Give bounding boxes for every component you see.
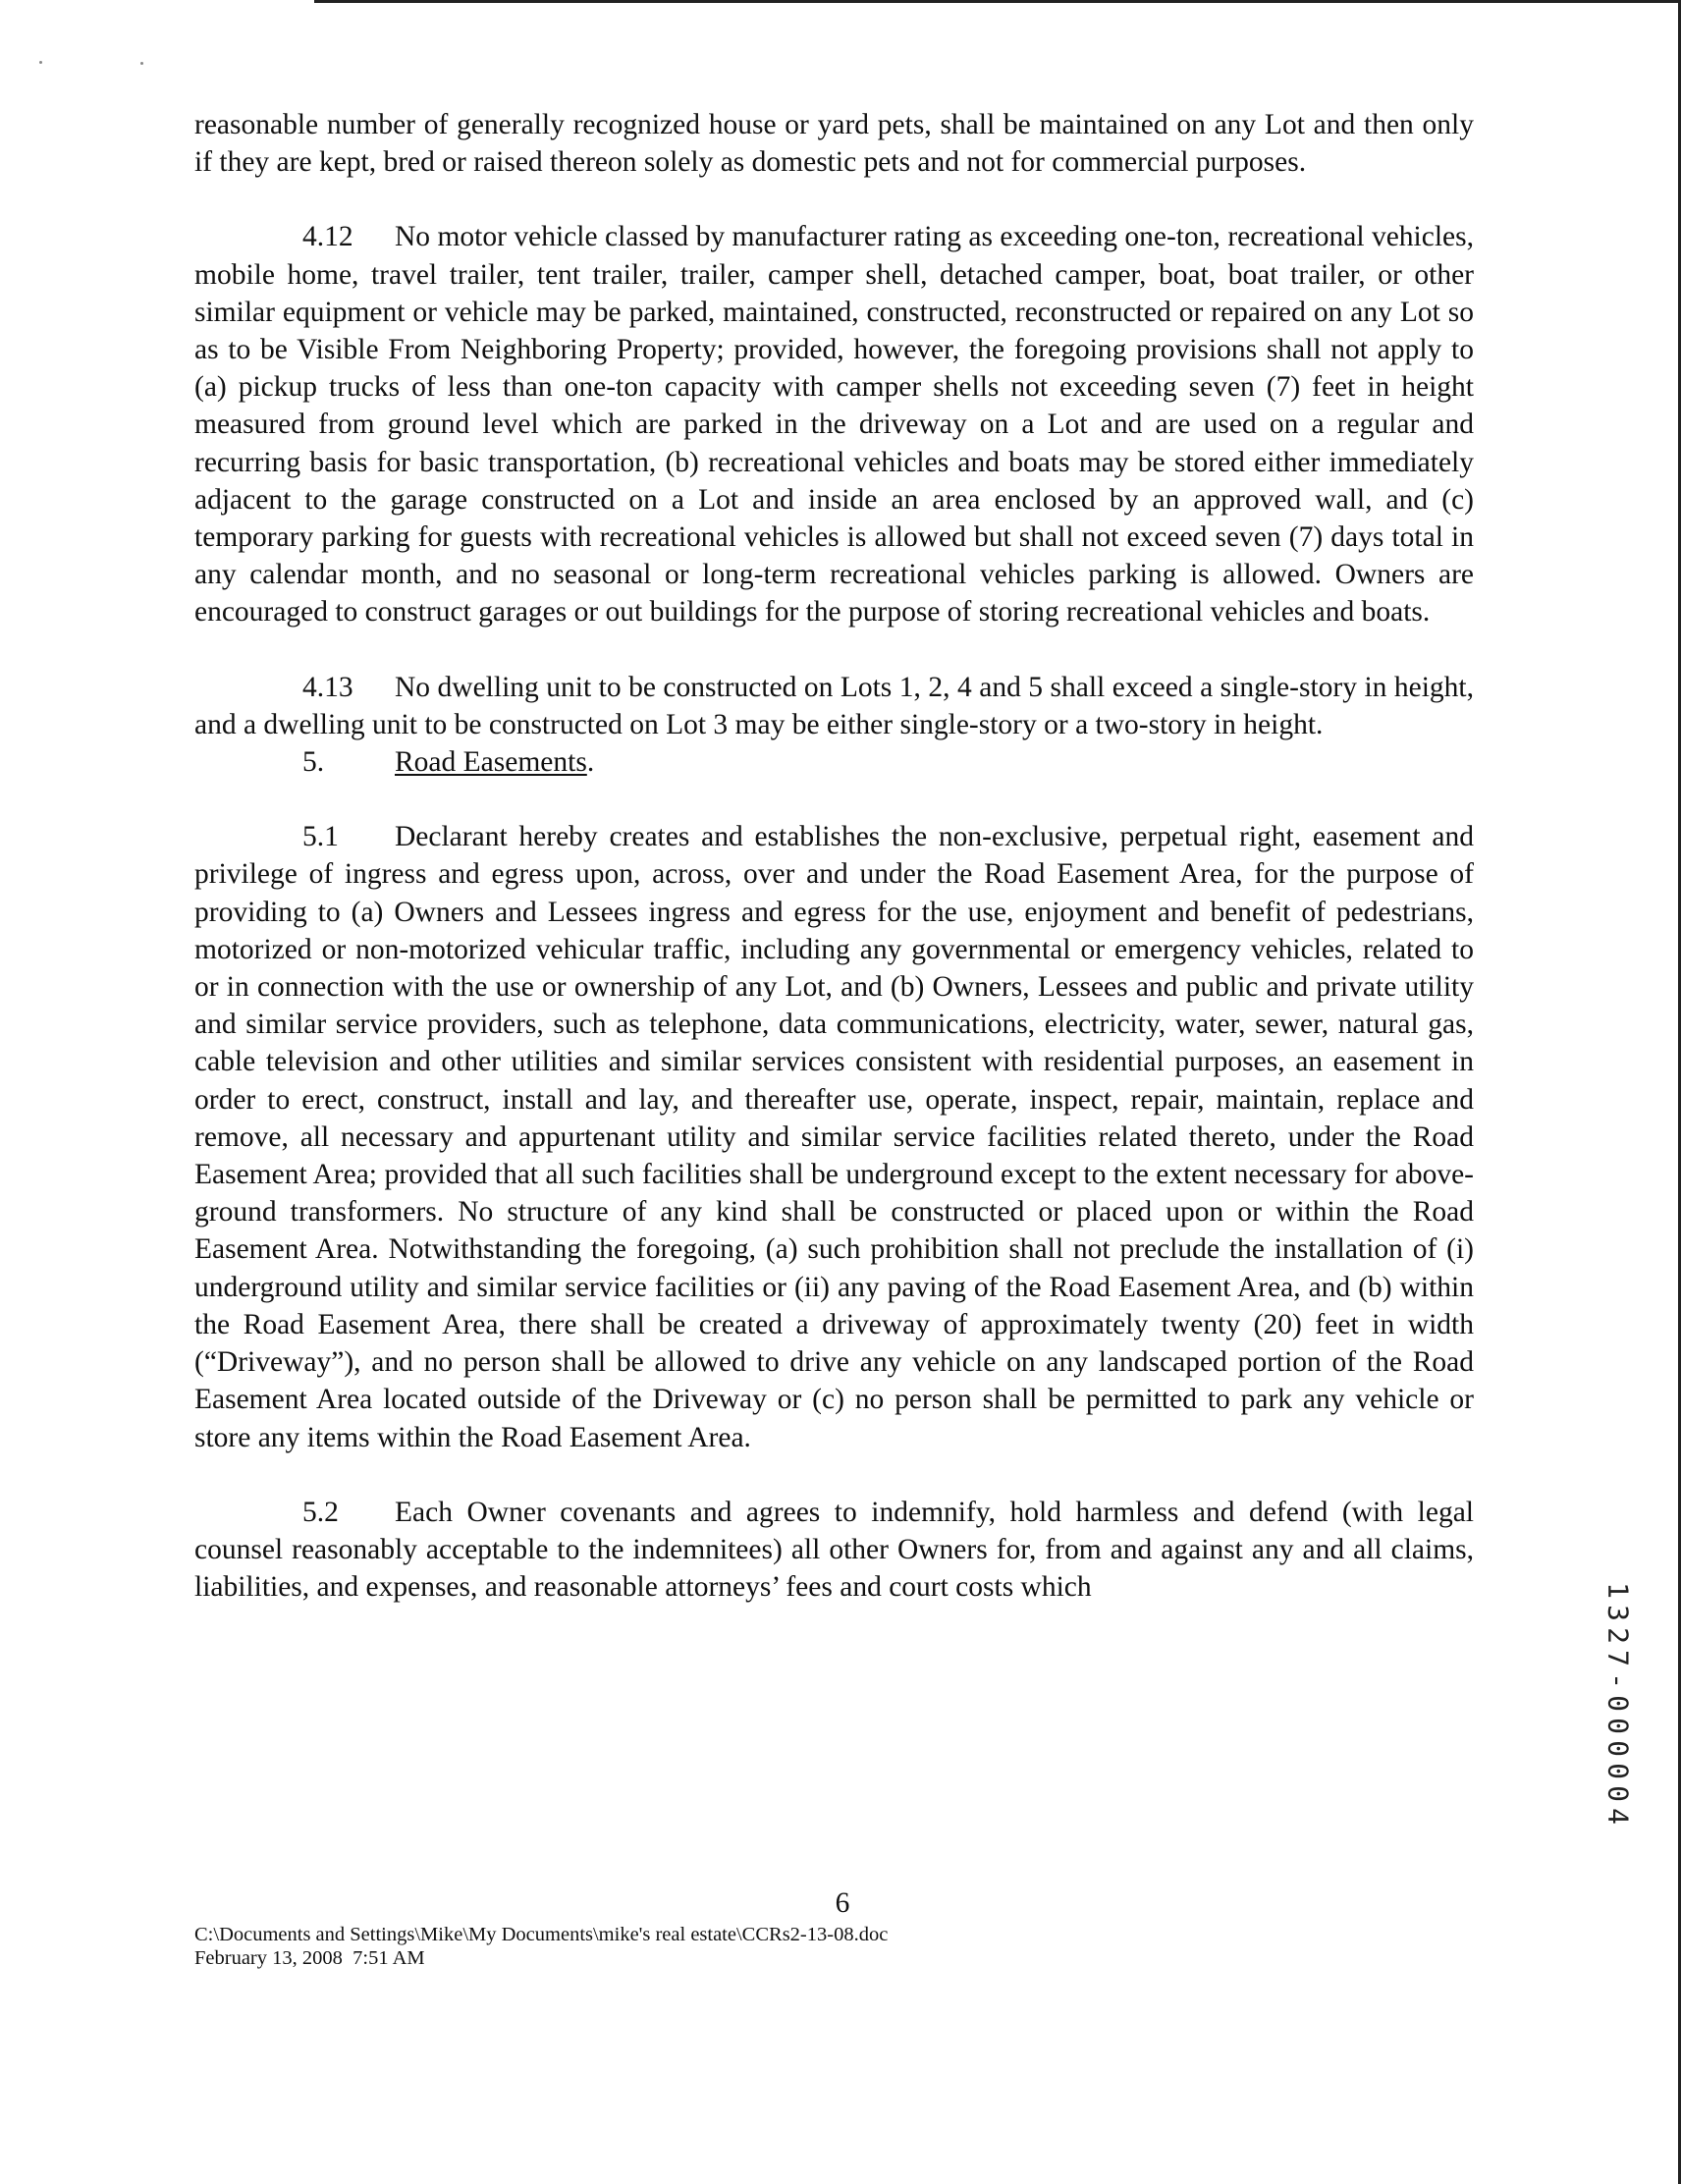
section-title-period: .: [586, 746, 595, 779]
paragraph-text: Each Owner covenants and agrees to indemnify, hold harmless and defend (with legal counsel reasonably acceptable to the indemnitees) all other Owners for, from and against any and all claims, liabilities, and expenses, and reasonable attorneys’ fees and court costs which: [194, 1496, 1474, 1604]
stamp-char: 0: [1601, 1763, 1635, 1779]
section-number: 5.2: [302, 1496, 339, 1528]
stamp-char: 0: [1601, 1785, 1635, 1802]
stamp-char: 4: [1601, 1808, 1635, 1825]
section-title: Road Easements: [395, 746, 587, 779]
stamp-char: 3: [1601, 1605, 1635, 1621]
paragraph-4-11-continued: reasonable number of generally recognized house or yard pets, shall be maintained on any Lot and then only if they are kept, bred or raised thereon solely as domestic pets and not for commercial purposes.: [194, 109, 1474, 179]
paragraph-4-13: [194, 669, 1474, 743]
document-footer: [194, 1923, 888, 1970]
section-heading-5: [194, 743, 1474, 781]
section-number: 5.1: [302, 821, 339, 853]
section-number: 4.12: [302, 221, 353, 253]
paragraph-text: Declarant hereby creates and establishes the non-exclusive, perpetual right, easement and privilege of ingress and egress upon, across, over and under the Road Easement Area, for the purpose of providing to (a) Owners and Lessees ingress and egress for the use, enjoyment and benefit of pedestrians, motorized or non-motorized vehicular traffic, including any governmental or emergency vehicles, related to or in connection with the use or ownership of any Lot, and (b) Owners, Lessees and public and private utility and similar service providers, such as telephone, data communications, electricity, water, sewer, natural gas, cable television and other utilities and similar services consistent with residential purposes, an easement in order to erect, construct, install and lay, and thereafter use, operate, inspect, repair, maintain, replace and remove, all necessary and appurtenant utility and similar service facilities related thereto, under the Road Easement Area; provided that all such facilities shall be underground except to the extent necessary for above-ground transformers. No structure of any kind shall be constructed or placed upon or within the Road Easement Area. Notwithstanding the foregoing, (a) such prohibition shall not preclude the installation of (i) underground utility and similar service facilities or (ii) any paving of the Road Easement Area, and (b) within the Road Easement Area, there shall be created a driveway of approximately twenty (20) feet in width (“Driveway”), and no person shall be allowed to drive any vehicle on any landscaped portion of the Road Easement Area located outside of the Driveway or (c) no person shall be permitted to park any vehicle or store any items within the Road Easement Area.: [194, 821, 1474, 1453]
footer-date: February 13, 2008 7:51 AM: [194, 1947, 425, 1969]
section-number: 4.13: [302, 671, 353, 703]
paragraph-4-12: [194, 218, 1474, 630]
stamp-char: 7: [1601, 1650, 1635, 1666]
paragraph-5-1: [194, 818, 1474, 1455]
paragraph-text: No dwelling unit to be constructed on Lots 1, 2, 4 and 5 shall exceed a single-story in height, and a dwelling unit to be constructed on Lot 3 may be either single-story or a two-story in height.: [194, 671, 1474, 740]
page-number: 6: [835, 1887, 850, 1919]
paragraph-5-2: [194, 1494, 1474, 1607]
top-border-rule: [314, 0, 1681, 3]
recording-number-stamp: [1602, 1579, 1634, 1828]
stamp-char: 1: [1601, 1582, 1635, 1599]
footer-file-path: C:\Documents and Settings\Mike\My Documents\mike's real estate\CCRs2-13-08.doc: [194, 1924, 889, 1945]
section-number: 5.: [302, 746, 325, 779]
document-body: [194, 106, 1474, 1606]
scan-speck: [140, 62, 143, 65]
paragraph-text: No motor vehicle classed by manufacturer rating as exceeding one-ton, recreational vehicles, mobile home, travel trailer, tent trailer, trailer, camper shell, detached camper, boat, boat trailer, or other similar equipment or vehicle may be parked, maintained, constructed, reconstructed or repaired on any Lot so as to be Visible From Neighboring Property; provided, however, the foregoing provisions shall not apply to (a) pickup trucks of less than one-ton capacity with camper shells not exceeding seven (7) feet in height measured from ground level which are parked in the driveway on a Lot and are used on a regular and recurring basis for basic transportation, (b) recreational vehicles and boats may be stored either immediately adjacent to the garage constructed on a Lot and inside an area enclosed by an approved wall, and (c) temporary parking for guests with recreational vehicles is allowed but shall not exceed seven (7) days total in any calendar month, and no seasonal or long-term recreational vehicles parking is allowed. Owners are encouraged to construct garages or out buildings for the purpose of storing recreational vehicles and boats.: [194, 221, 1474, 628]
stamp-char: 0: [1601, 1718, 1635, 1734]
stamp-char: 2: [1601, 1627, 1635, 1644]
scan-speck: [39, 61, 42, 64]
stamp-char: -: [1601, 1672, 1635, 1689]
stamp-char: 0: [1601, 1695, 1635, 1712]
stamp-char: 0: [1601, 1740, 1635, 1757]
